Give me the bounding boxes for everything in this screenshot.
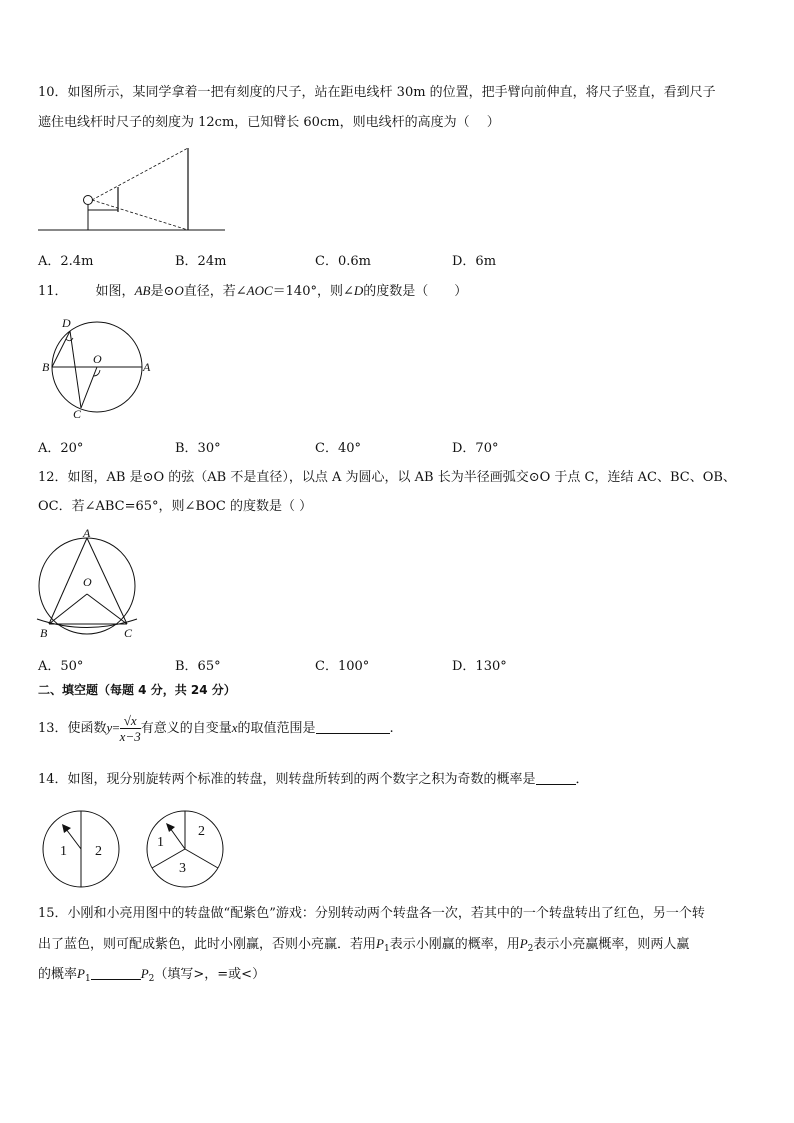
q11-text-d: ＝140°，则∠: [272, 284, 354, 299]
q10-figure: [30, 140, 230, 240]
q15-line3-p1: P: [77, 966, 85, 981]
q13-prefix: 13．使函数: [38, 721, 107, 736]
q14-end: ．: [575, 772, 589, 787]
q10-option-c: C．0.6m: [315, 254, 371, 269]
q15-line2c: 表示小亮赢概率，则两人赢: [533, 937, 690, 952]
q11-label-d: D: [62, 316, 71, 330]
q15-line3-p1-sub: 1: [84, 974, 91, 984]
q15-answer-blank[interactable]: [91, 967, 141, 980]
q13-text-b: 的取值范围是: [237, 721, 316, 736]
q10-line1: 10．如图所示，某同学拿着一把有刻度的尺子，站在距电线杆 30m 的位置，把手臂向前伸直，将尺子竖直，看到尺子: [38, 85, 716, 100]
q11-text-c: 直径，若∠: [183, 284, 247, 299]
q11-label-o: O: [93, 352, 102, 366]
q13-denominator: x−3: [119, 729, 141, 744]
q12-line1: 12．如图，AB 是⊙O 的弦（AB 不是直径），以点 A 为圆心，以 AB 长为半径画弧交⊙O 于点 C，连结 AC、BC、OB、: [38, 470, 736, 485]
q14-stem: [38, 772, 589, 788]
q15-line2: [38, 936, 689, 957]
q13-numerator: √x: [120, 713, 141, 729]
q15-p1: P: [376, 936, 384, 951]
spinner-2-sector-1: 1: [157, 835, 164, 850]
q11-label-a: A: [143, 360, 151, 374]
q14-spinner-2: [142, 808, 228, 890]
q13-stem: [38, 711, 394, 746]
q11-text-b: 是⊙: [150, 284, 175, 299]
q10-option-d: D．6m: [452, 254, 497, 269]
q11-option-b: B．30°: [175, 441, 221, 456]
q12-option-b: B．65°: [175, 659, 221, 674]
q11-stem: [38, 283, 467, 300]
q11-text-a: 如图，: [95, 284, 135, 299]
q12-label-b: B: [40, 626, 48, 640]
q15-line3-p2: P: [140, 966, 149, 981]
q15-line3: [38, 966, 265, 987]
q11-number: 11．: [38, 284, 68, 299]
q15-line2a: 出了蓝色，则可配成紫色，此时小刚赢，否则小亮赢．若用: [38, 937, 377, 952]
q12-label-c: C: [124, 626, 133, 640]
q13-fraction: [120, 713, 141, 744]
q11-ab: AB: [134, 283, 151, 298]
q11-label-b: B: [42, 360, 50, 374]
q12-label-o: O: [83, 575, 92, 589]
q15-line3a: 的概率: [38, 967, 78, 982]
q12-option-d: D．130°: [452, 659, 507, 674]
q11-aoc: AOC: [246, 283, 273, 298]
q11-option-c: C．40°: [315, 441, 361, 456]
q12-line2: OC．若∠ABC=65°，则∠BOC 的度数是（ ）: [38, 499, 313, 514]
q12-label-a: A: [83, 526, 91, 540]
q11-option-d: D．70°: [452, 441, 499, 456]
q12-option-c: C．100°: [315, 659, 370, 674]
q10-line2: 遮住电线杆时尺子的刻度为 12cm，已知臂长 60cm，则电线杆的高度为（ ）: [38, 115, 500, 130]
spinner-2-sector-3: 3: [179, 861, 186, 876]
section-heading: 二、填空题（每题 4 分，共 24 分）: [38, 683, 236, 697]
q11-option-a: A．20°: [38, 441, 84, 456]
q13-end: .: [389, 721, 394, 736]
q14-answer-blank[interactable]: [536, 772, 576, 785]
q11-figure: [35, 310, 160, 422]
q13-y: y: [106, 720, 113, 735]
q15-line3b: （填写>，=或<）: [154, 967, 266, 982]
q11-o: O: [174, 283, 184, 298]
q15-p2-sub: 2: [527, 944, 534, 954]
q12-option-a: A．50°: [38, 659, 84, 674]
spinner-2-sector-2: 2: [198, 824, 205, 839]
q14-text: 14．如图，现分别旋转两个标准的转盘，则转盘所转到的两个数字之积为奇数的概率是: [38, 772, 536, 787]
q11-label-c: C: [73, 407, 82, 421]
q15-line3-p2-sub: 2: [148, 974, 155, 984]
q10-option-b: B．24m: [175, 254, 227, 269]
q15-p2: P: [519, 936, 528, 951]
q10-option-a: A．2.4m: [38, 254, 94, 269]
q13-text-a: 有意义的自变量: [140, 721, 232, 736]
q13-answer-blank[interactable]: [316, 721, 390, 734]
spinner-1-sector-1: 1: [60, 844, 67, 859]
q11-d: D: [353, 283, 364, 298]
q12-figure: [32, 526, 142, 642]
q14-spinner-1: [38, 808, 124, 890]
q13-eq: =: [112, 720, 120, 735]
q11-text-e: 的度数是（ ）: [363, 284, 468, 299]
spinner-1-sector-2: 2: [95, 844, 102, 859]
q15-line2b: 表示小刚赢的概率，用: [389, 937, 520, 952]
q13-x: x: [231, 720, 238, 735]
q15-line1: 15．小刚和小亮用图中的转盘做“配紫色”游戏：分别转动两个转盘各一次，若其中的一个转盘转出了红色，另一个转: [38, 906, 705, 921]
q15-p1-sub: 1: [383, 944, 390, 954]
